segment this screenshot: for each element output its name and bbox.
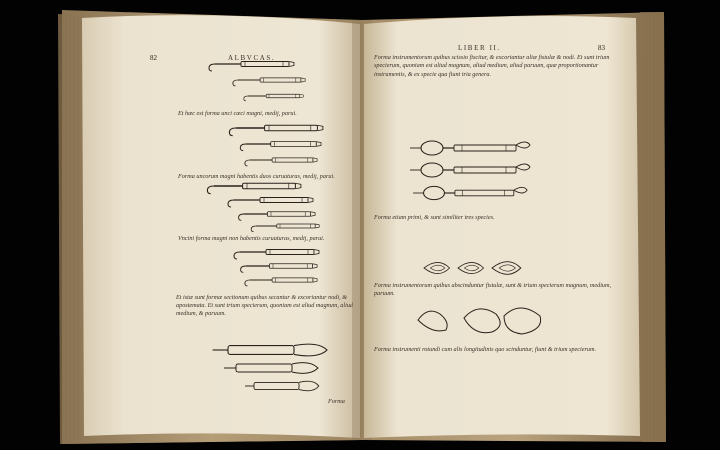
left-page bbox=[82, 15, 360, 438]
right-paragraph-4: Forma instrumenti rotundi cum alis longitudinis quo scinduntur, fiunt & trium specierum. bbox=[374, 346, 597, 353]
left-running-head: ALBVCAS. bbox=[228, 54, 276, 62]
left-caption-3: Vncini forma magni non habentis curuaturas, medij, parui. bbox=[178, 235, 325, 242]
right-paragraph-2: Forma etiam primi, & sunt similiter tres species. bbox=[374, 214, 495, 221]
right-page bbox=[364, 16, 640, 438]
left-caption-4: Et istæ sunt formæ sectionum quibus secantur & excoriantur nodi, & apostemata. Et sunt trium specierum, quoniam est aliud magnum, aliud medium, & paruum. bbox=[176, 294, 354, 317]
left-catchword: Forma bbox=[328, 398, 345, 405]
right-paragraph-3: Forma instrumentorum quibus abscinduntur fistulæ, sunt & trium specierum magnum, medium, paruum. bbox=[374, 282, 612, 298]
right-page-number: 83 bbox=[598, 44, 605, 52]
left-page-number: 82 bbox=[150, 54, 157, 62]
right-paragraph-1: Forma instrumentorum quibus scissio fiscitur, & excoriantur aliæ fistulæ & nodi. Et sunt trium specierum, quoniam est aliud magnum, aliud medium, aliud paruum, quæ proportionantur instrumentis, & ex specie qua fiunt tria genera. bbox=[374, 54, 610, 78]
left-caption-2: Forma uncorum magni habentis duos curuaturas, medij, parui. bbox=[178, 173, 335, 180]
right-running-head: LIBER II. bbox=[458, 44, 501, 52]
left-caption-1: Et hæc est forma unci cæci magni, medij, parui. bbox=[178, 110, 297, 117]
